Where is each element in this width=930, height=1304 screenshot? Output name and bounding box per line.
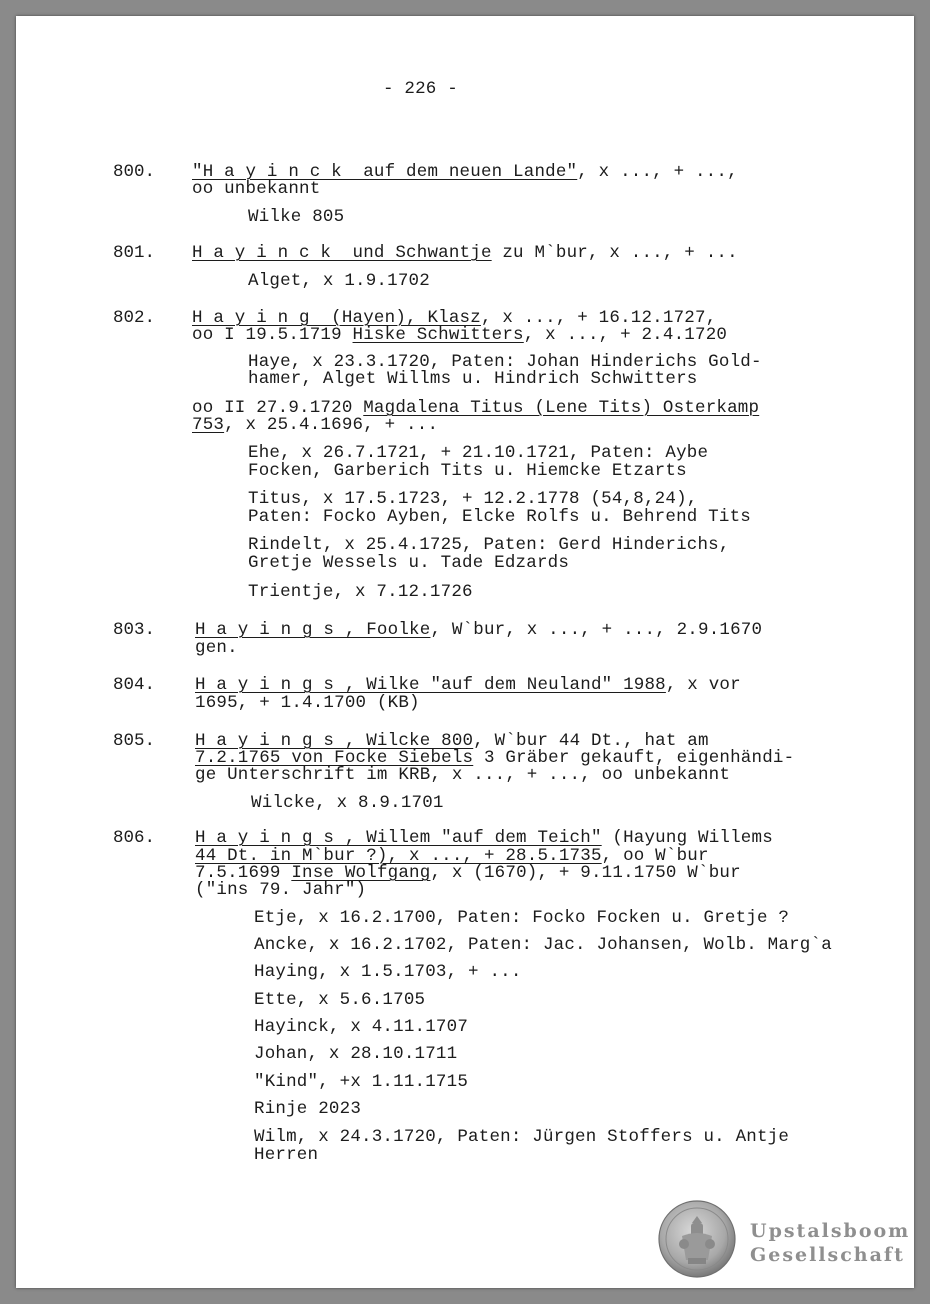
entry-803-line1 (195, 621, 762, 639)
entry-806-child-9b: Herren (254, 1145, 319, 1165)
entry-806-line4: ("ins 79. Jahr") (195, 880, 367, 900)
entry-801-line1 (192, 244, 738, 262)
entry-806-child-8: Rinje 2023 (254, 1099, 362, 1119)
entry-800-name: "H a y i n c k auf dem neuen Lande" (192, 162, 578, 182)
watermark-line1: Upstalsboom (750, 1220, 911, 1242)
entry-803-rest: , W`bur, x ..., + ..., 2.9.1670 (430, 620, 763, 640)
entry-802-child2-a: Ehe, x 26.7.1721, + 21.10.1721, Paten: Aybe (248, 443, 709, 463)
entry-802-child1-a: Haye, x 23.3.1720, Paten: Johan Hinderichs Gold- (248, 352, 762, 372)
entry-804-name: H a y i n g s , Wilke "auf dem Neuland" 1988 (195, 675, 666, 695)
entry-802-rest: , x ..., + 16.12.1727, (480, 308, 717, 328)
entry-802-child4-b: Gretje Wessels u. Tade Edzards (248, 553, 570, 573)
entry-803-line2: gen. (195, 638, 238, 658)
entry-802-spouse2-dates: , x 25.4.1696, + ... (224, 415, 439, 435)
entry-802-child1-b: hamer, Alget Willms u. Hindrich Schwitters (248, 369, 698, 389)
entry-804-rest: , x vor (665, 675, 741, 695)
entry-805-name: H a y i n g s , Wilcke 800 (195, 731, 474, 751)
entry-801-child: Alget, x 1.9.1702 (248, 271, 430, 291)
entry-802-child5: Trientje, x 7.12.1726 (248, 582, 473, 602)
entry-number-801: 801. (113, 243, 156, 263)
entry-806-child-3: Haying, x 1.5.1703, + ... (254, 962, 522, 982)
entry-802-child4-a: Rindelt, x 25.4.1725, Paten: Gerd Hinderichs, (248, 535, 730, 555)
entry-804-line1 (195, 676, 741, 694)
watermark-line2: Gesellschaft (750, 1244, 905, 1266)
entry-number-802: 802. (113, 308, 156, 328)
entry-806-spouse: Inse Wolfgang (291, 863, 431, 883)
entry-806-dt: 44 Dt. in M`bur ?), x ..., + 28.5.1735 (195, 846, 602, 866)
entry-802-line2 (192, 326, 727, 344)
entry-800-line2: oo unbekannt (192, 179, 321, 199)
entry-806-marriage-place: , oo W`bur (601, 846, 709, 866)
entry-number-804: 804. (113, 675, 156, 695)
document-page (16, 16, 914, 1288)
entry-805-child: Wilcke, x 8.9.1701 (251, 793, 444, 813)
entry-802-spouse2-ref: 753 (192, 415, 225, 435)
entry-805-line3: ge Unterschrift im KRB, x ..., + ..., oo unbekannt (195, 765, 731, 785)
entry-804-line2: 1695, + 1.4.1700 (KB) (195, 693, 420, 713)
entry-802-spouse1-dates: , x ..., + 2.4.1720 (523, 325, 728, 345)
entry-806-name: H a y i n g s , Willem "auf dem Teich" (195, 828, 602, 848)
entry-801-rest: zu M`bur, x ..., + ... (491, 243, 738, 263)
entry-806-child-5: Hayinck, x 4.11.1707 (254, 1017, 469, 1037)
entry-802-child3-b: Paten: Focko Ayben, Elcke Rolfs u. Behrend Tits (248, 507, 751, 527)
entry-806-line1 (195, 829, 773, 847)
entry-805-rest: , W`bur 44 Dt., hat am (473, 731, 709, 751)
entry-802-marriage2-date: oo II 27.9.1720 (192, 398, 364, 418)
entry-802-spouse2: Magdalena Titus (Lene Tits) Osterkamp (363, 398, 760, 418)
entry-805-purchase: 7.2.1765 von Focke Siebels (195, 748, 474, 768)
entry-802-child2-b: Focken, Garberich Tits u. Hiemcke Etzarts (248, 461, 687, 481)
entry-800-rest: , x ..., + ..., (577, 162, 738, 182)
entry-800-child: Wilke 805 (248, 207, 345, 227)
entry-number-803: 803. (113, 620, 156, 640)
entry-806-child-1: Etje, x 16.2.1700, Paten: Focko Focken u. Gretje ? (254, 908, 790, 928)
entry-806-marriage-date: 7.5.1699 (195, 863, 292, 883)
seal-icon (658, 1200, 736, 1278)
entry-806-child-7: "Kind", +x 1.11.1715 (254, 1072, 469, 1092)
entry-number-805: 805. (113, 731, 156, 751)
entry-802-marriage1-date: oo I 19.5.1719 (192, 325, 353, 345)
entry-806-child-4: Ette, x 5.6.1705 (254, 990, 426, 1010)
entry-806-child-2: Ancke, x 16.2.1702, Paten: Jac. Johansen, Wolb. Marg`a (254, 935, 832, 955)
page-number: - 226 - (383, 79, 458, 99)
entry-806-rest: (Hayung Willems (601, 828, 773, 848)
entry-806-spouse-dates: , x (1670), + 9.11.1750 W`bur (430, 863, 741, 883)
entry-801-name: H a y i n c k und Schwantje (192, 243, 492, 263)
entry-802-child3-a: Titus, x 17.5.1723, + 12.2.1778 (54,8,24), (248, 489, 698, 509)
entry-802-spouse1: Hiske Schwitters (352, 325, 524, 345)
entry-802-marriage2-line2 (192, 416, 438, 434)
entry-number-800: 800. (113, 162, 156, 182)
entry-806-child-9a: Wilm, x 24.3.1720, Paten: Jürgen Stoffers u. Antje (254, 1127, 790, 1147)
entry-802-name: H a y i n g (Hayen), Klasz (192, 308, 481, 328)
entry-803-name: H a y i n g s , Foolke (195, 620, 431, 640)
entry-806-child-6: Johan, x 28.10.1711 (254, 1044, 458, 1064)
watermark-text (750, 1219, 910, 1267)
entry-number-806: 806. (113, 828, 156, 848)
entry-805-purchase-rest: 3 Gräber gekauft, eigenhändi- (473, 748, 795, 768)
